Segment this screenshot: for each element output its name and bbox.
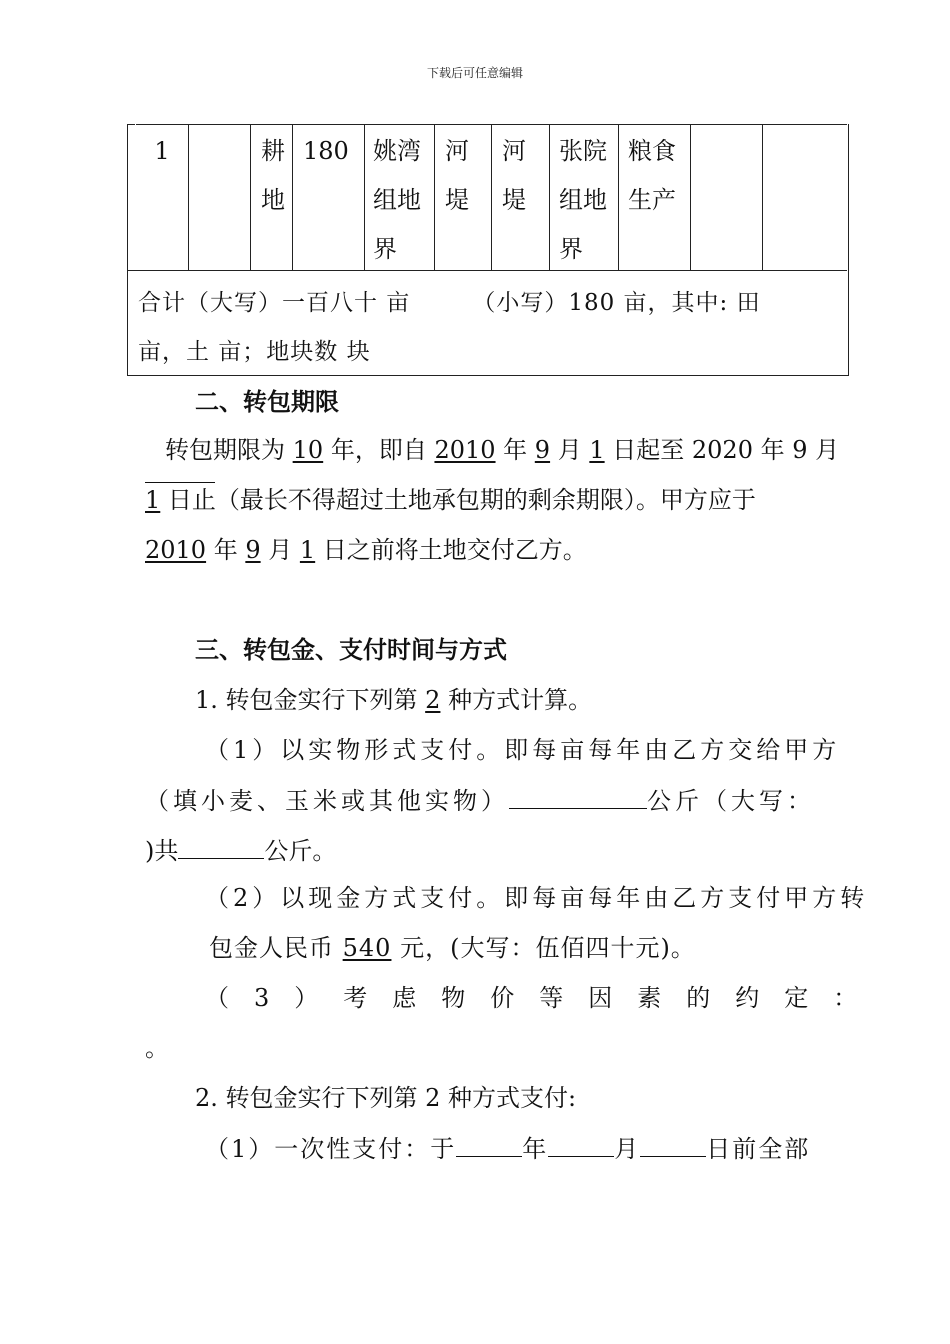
text: 月 [550, 436, 590, 464]
boundary-line: 堤 [502, 186, 526, 214]
option-2-line-2 [209, 936, 696, 960]
section-2-para-line-1 [165, 438, 839, 462]
boundary-line: 组地 [559, 186, 607, 214]
section-3-item-1 [195, 688, 592, 712]
row-number: 1 [154, 137, 170, 165]
text: 年 [206, 536, 246, 564]
cell-land-use [618, 125, 690, 271]
total-capital: 合计（大写）一百八十 亩 [138, 290, 411, 316]
option-2-line-1: （2）以现金方式支付。即每亩每年由乙方支付甲方转 [205, 884, 869, 912]
option-1-line-1: （1）以实物形式支付。即每亩每年由乙方交给甲方 [205, 736, 841, 764]
start-year: 2010 [434, 436, 496, 464]
text: 公斤（大写： [647, 787, 815, 815]
start-month: 9 [534, 436, 551, 464]
cell-number [136, 125, 188, 271]
section-3-title: 三、转包金、支付时间与方式 [195, 636, 507, 664]
text: 年 [522, 1135, 549, 1163]
text: 年 [495, 436, 535, 464]
deliver-year: 2010 [145, 536, 207, 564]
boundary-line: 河 [502, 137, 526, 165]
blank-year [456, 1136, 522, 1157]
blank-day [640, 1136, 706, 1157]
option-1-line-3 [145, 838, 336, 863]
cell-south-boundary [491, 125, 549, 271]
text: )共 [145, 837, 179, 865]
deliver-day: 1 [299, 536, 316, 564]
text: 日起至 2020 年 9 月 [604, 436, 840, 464]
method-number: 2 [425, 686, 441, 714]
option-3-line: （3）考虑物价等因素的约定： [205, 984, 883, 1012]
cell-empty-11 [762, 125, 847, 271]
text: （1）一次性支付：于 [205, 1135, 457, 1163]
text: 种方式计算。 [440, 686, 593, 714]
boundary-line: 张院 [559, 137, 607, 165]
boundary-line: 河 [445, 137, 469, 165]
blank-field [509, 788, 647, 809]
text: 元，(大写：伍佰四十元)。 [391, 934, 696, 962]
text: 月 [614, 1135, 641, 1163]
table-total-row [128, 270, 847, 374]
option-1-line-2 [145, 788, 815, 813]
total-lower: （小写）180 亩，其中: 田 [472, 290, 761, 316]
cell-area [292, 125, 364, 271]
table-row [136, 124, 847, 271]
boundary-line: 姚湾 [373, 137, 421, 165]
boundary-line: 堤 [445, 186, 469, 214]
land-use-line: 粮食 [628, 137, 676, 165]
total-line-2: 亩，土 亩；地块数 块 [138, 339, 371, 365]
text: 转包期限为 [165, 436, 293, 464]
section-3-item-2: 2. 转包金实行下列第 2 种方式支付: [195, 1084, 577, 1112]
rent-amount: 540 [342, 934, 392, 962]
text: 年，即自 [323, 436, 435, 464]
text: 日之前将土地交付乙方。 [315, 536, 587, 564]
start-day: 1 [589, 436, 605, 464]
text: 包金人民币 [209, 934, 343, 962]
text: （填小麦、玉米或其他实物） [145, 787, 509, 815]
payment-option-1 [205, 1136, 810, 1161]
cell-empty-10 [690, 125, 762, 271]
cell-north-boundary [549, 125, 618, 271]
section-2-para-line-3 [145, 538, 587, 562]
area-value: 180 [303, 137, 349, 165]
page-header: 下载后可任意编辑 [426, 66, 523, 80]
term-years: 10 [292, 436, 324, 464]
land-type-line: 耕 [261, 137, 285, 165]
deliver-month: 9 [245, 536, 261, 564]
land-type-line: 地 [261, 186, 285, 214]
section-2-title: 二、转包期限 [195, 388, 339, 416]
text: 日止（最长不得超过土地承包期的剩余期限）。甲方应于 [160, 486, 756, 514]
text: 月 [260, 536, 300, 564]
text: 公斤。 [264, 837, 337, 865]
boundary-line: 界 [373, 235, 397, 263]
underline-rule [145, 482, 215, 483]
cell-east-boundary [364, 125, 434, 271]
cell-land-type [250, 125, 292, 271]
land-use-line: 生产 [628, 186, 676, 214]
cell-west-boundary [434, 125, 491, 271]
option-3-end: 。 [145, 1034, 169, 1062]
blank-field [178, 838, 264, 859]
boundary-line: 界 [559, 235, 583, 263]
total-line-1 [138, 279, 837, 328]
cell-empty-2 [188, 125, 250, 271]
end-day: 1 [145, 486, 161, 514]
land-table [127, 124, 849, 376]
section-2-para-line-2 [145, 488, 756, 512]
text: 日前全部 [706, 1135, 811, 1163]
boundary-line: 组地 [373, 186, 421, 214]
blank-month [548, 1136, 614, 1157]
text: 1. 转包金实行下列第 [195, 686, 426, 714]
